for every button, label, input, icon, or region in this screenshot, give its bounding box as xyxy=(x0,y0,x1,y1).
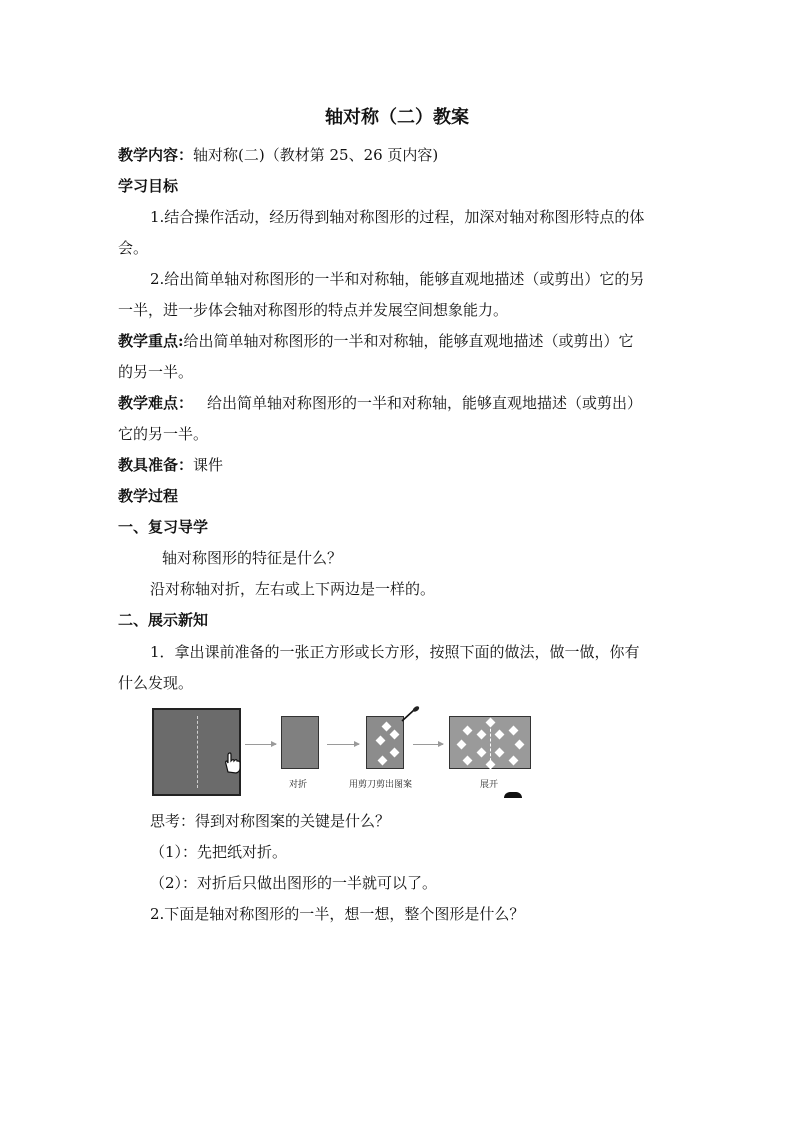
materials-value: 课件 xyxy=(193,456,224,474)
objective-2-line-2: 一半，进一步体会轴对称图形的特点并发展空间想象能力。 xyxy=(118,301,509,319)
caption-fold: 对折 xyxy=(289,780,308,790)
arrow-icon xyxy=(413,744,443,745)
objectives-heading: 学习目标 xyxy=(118,177,179,195)
think-question: 思考：得到对称图案的关键是什么？ xyxy=(150,812,391,830)
materials xyxy=(118,455,223,475)
section-1-heading: 一、复习导学 xyxy=(118,518,209,536)
materials-label: 教具准备： xyxy=(118,456,194,474)
difficulty xyxy=(118,393,642,413)
teaching-content xyxy=(118,145,438,165)
objective-1-line-1: 1.结合操作活动，经历得到轴对称图形的过程，加深对轴对称图形特点的体 xyxy=(150,208,645,226)
step-1-line-2: 什么发现。 xyxy=(118,674,194,692)
teaching-content-label: 教学内容： xyxy=(118,146,194,164)
key-point-label: 教学重点: xyxy=(118,332,184,350)
folded-paper-image xyxy=(281,716,319,769)
caption-unfold: 展开 xyxy=(480,780,499,790)
cut-paper-image xyxy=(366,716,404,769)
objective-2-line-1: 2.给出简单轴对称图形的一半和对称轴，能够直观地描述（或剪出）它的另 xyxy=(150,270,645,288)
teaching-content-value: 轴对称(二)（教材第 25、26 页内容) xyxy=(193,146,439,164)
objective-1-line-2: 会。 xyxy=(118,239,149,257)
difficulty-line-2: 它的另一半。 xyxy=(118,425,209,443)
decorative-shape xyxy=(504,792,522,798)
think-answer-2: （2）：对折后只做出图形的一半就可以了。 xyxy=(150,874,438,892)
caption-cut: 用剪刀剪出图案 xyxy=(349,780,413,790)
key-point xyxy=(118,331,634,351)
process-heading: 教学过程 xyxy=(118,487,179,505)
key-point-line-2: 的另一半。 xyxy=(118,363,194,381)
paper-cutting-figure xyxy=(152,706,536,798)
review-question: 轴对称图形的特征是什么？ xyxy=(162,549,343,567)
scissors-icon xyxy=(400,706,420,722)
step-2: 2.下面是轴对称图形的一半，想一想，整个图形是什么？ xyxy=(150,905,525,923)
step-1-line-1: 1．拿出课前准备的一张正方形或长方形，按照下面的做法，做一做，你有 xyxy=(150,643,640,661)
hand-pointer-icon xyxy=(222,752,242,774)
difficulty-label: 教学难点： xyxy=(118,394,194,412)
difficulty-line-1: 给出简单轴对称图形的一半和对称轴，能够直观地描述（或剪出） xyxy=(207,394,643,412)
think-answer-1: （1）：先把纸对折。 xyxy=(150,843,288,861)
fold-line xyxy=(197,716,198,788)
arrow-icon xyxy=(327,744,359,745)
unfolded-paper-image xyxy=(449,716,531,769)
review-answer: 沿对称轴对折，左右或上下两边是一样的。 xyxy=(150,580,436,598)
section-2-heading: 二、展示新知 xyxy=(118,611,209,629)
document-title: 轴对称（二）教案 xyxy=(325,107,469,128)
key-point-line-1: 给出简单轴对称图形的一半和对称轴，能够直观地描述（或剪出）它 xyxy=(183,332,634,350)
arrow-icon xyxy=(245,744,276,745)
